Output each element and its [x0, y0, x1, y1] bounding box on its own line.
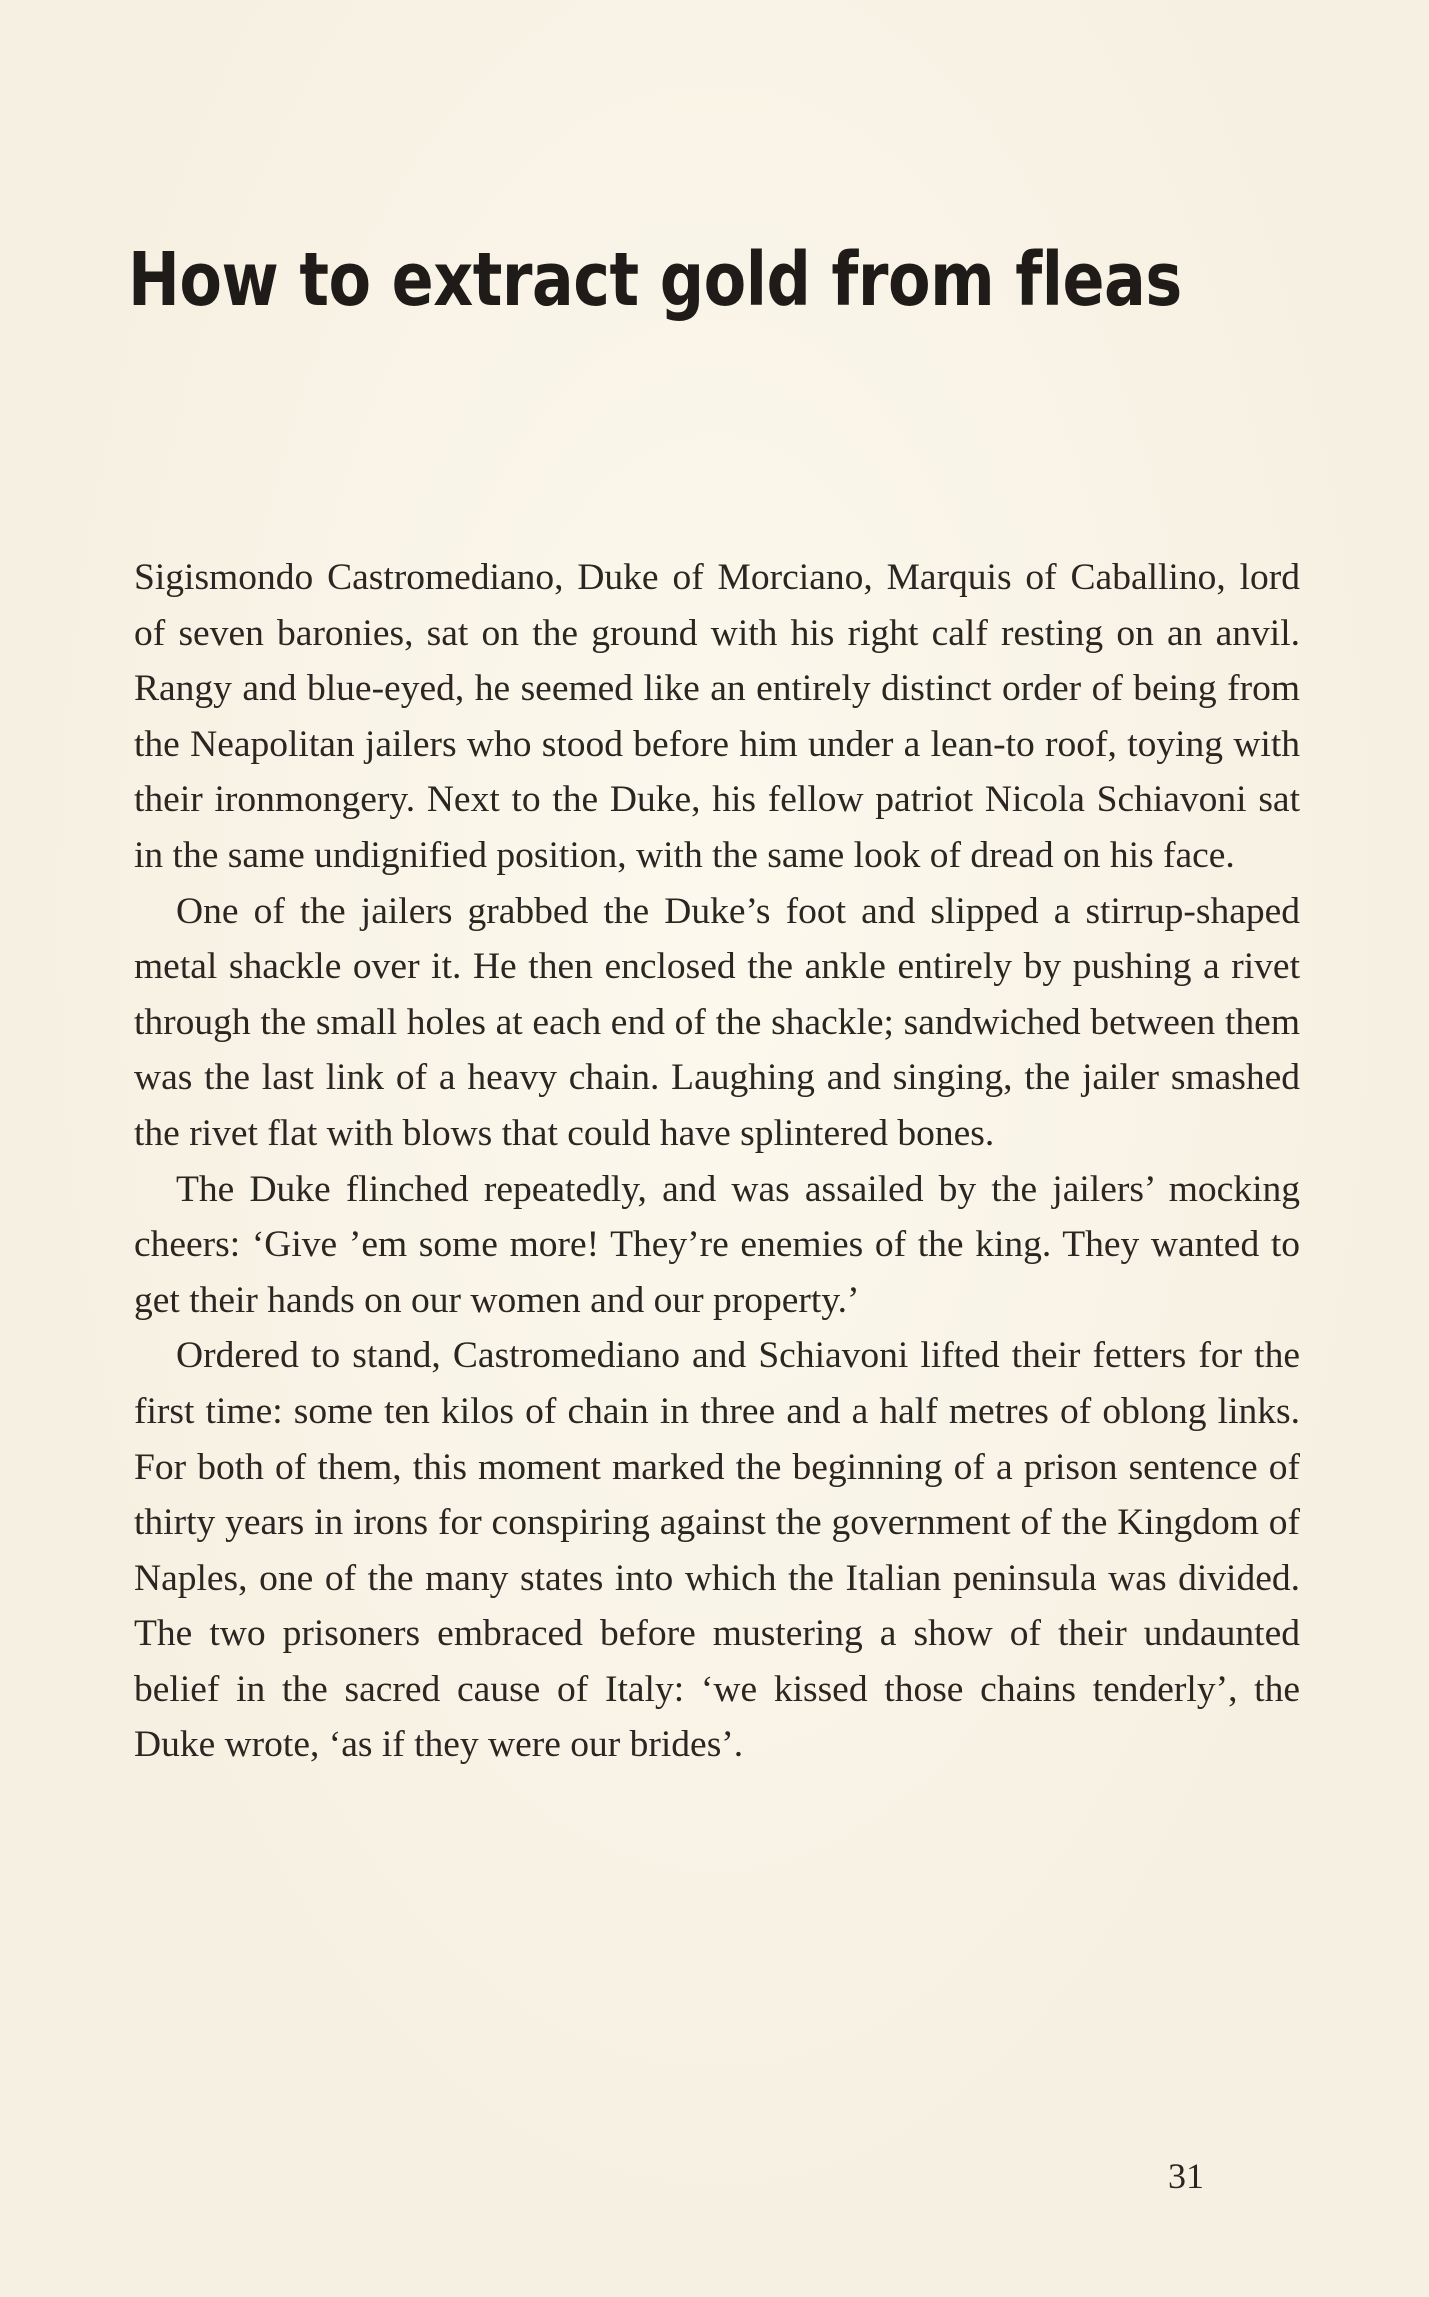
body-text [134, 550, 1300, 1773]
paragraph: Ordered to stand, Castromediano and Schiavoni lifted their fetters for the first time: some ten kilos of chain in three and a half metres of oblong links. For both of them, this moment marked the beginning of a prison sentence of thirty years in irons for conspiring against the government of the Kingdom of Naples, one of the many states into which the Italian peninsula was divided. The two prisoners embraced before mustering a show of their undaunted belief in the sacred cause of Italy: ‘we kissed those chains tenderly’, the Duke wrote, ‘as if they were our brides’. [134, 1335, 1300, 1766]
page-number: 31 [1168, 2156, 1204, 2196]
paragraph: The Duke flinched repeatedly, and was assailed by the jailers’ mocking cheers: ‘Give ’em some more! They’re enemies of the king. They wanted to get their hands on our women and our property.’ [134, 1168, 1300, 1321]
paragraph: Sigismondo Castromediano, Duke of Morciano, Marquis of Caballino, lord of seven baronies, sat on the ground with his right calf resting on an anvil. Rangy and blue-eyed, he seemed like an entirely distinct order of being from the Neapolitan jailers who stood before him under a lean-to roof, toying with their ironmongery. Next to the Duke, his fellow patriot Nicola Schiavoni sat in the same undignified position, with the same look of dread on his face. [134, 557, 1300, 876]
paragraph: One of the jailers grabbed the Duke’s foot and slipped a stirrup-shaped metal shackle over it. He then enclosed the ankle entirely by pushing a rivet through the small holes at each end of the shackle; sandwiched between them was the last link of a heavy chain. Laughing and singing, the jailer smashed the rivet flat with blows that could have splintered bones. [134, 890, 1300, 1154]
chapter-title: How to extract gold from fleas [128, 235, 1182, 324]
